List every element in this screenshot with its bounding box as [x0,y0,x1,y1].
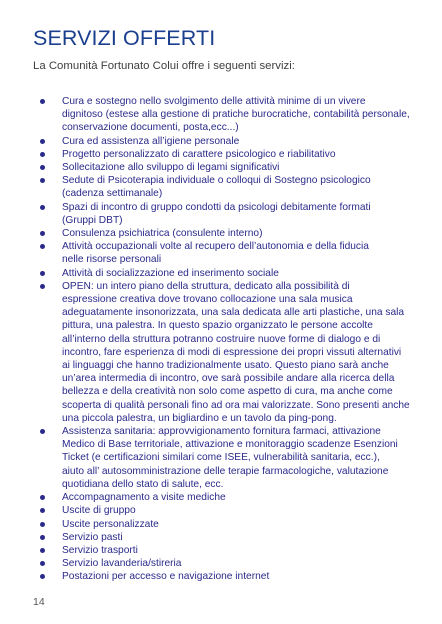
service-text-line: adeguatamente insonorizzata, una sala dedicata alle arti plastiche, una sala [62,307,405,319]
service-text-line: Accompagnamento a visite mediche [62,492,226,504]
service-text-line: quotidiana dello stato di salute, ecc. [62,478,224,490]
bullet-icon [40,178,45,183]
bullet-icon [40,165,45,170]
service-text-line: (Gruppi DBT) [62,214,123,226]
bullet-icon [40,561,45,566]
service-text-line: scoperta di qualità personali fino ad ora mai valorizzate. Sono presenti anche [62,399,410,411]
service-list-item [0,570,410,583]
bullet-icon [40,244,45,249]
service-text-line: Servizio pasti [62,531,123,543]
service-text-line: bellezza e della creatività non solo come aspetto di cura, ma anche come [62,386,393,398]
service-text-line: Attività occupazionali volte al recupero dell’autonomia e della fiducia [62,241,369,253]
service-list-item [0,148,410,161]
bullet-icon [40,205,45,210]
service-list-item [0,161,410,174]
service-text-line: Uscite personalizzate [62,518,159,530]
service-text-line: un’area intermedia di incontro, ove sarà possibile andare alla ricerca della [62,373,395,385]
service-text-line: Cura e sostegno nello svolgimento delle attività minime di un vivere [62,96,366,107]
bullet-icon [40,152,45,157]
bullet-icon [40,495,45,500]
service-list-item [0,557,410,570]
service-text-line: Sedute di Psicoterapia individuale o colloqui di Sostegno psicologico [62,175,371,187]
service-list-item [0,425,410,491]
page-title: SERVIZI OFFERTI [33,26,216,50]
bullet-icon [40,574,45,579]
service-list-item [0,135,410,148]
service-list-item [0,491,410,504]
service-text-line: dignitoso (estese alla gestione di pratiche burocratiche, contabilità personale, [62,109,410,121]
service-text-line: OPEN: un intero piano della struttura, dedicato alla possibilità di [62,280,350,292]
service-list-item [0,544,410,557]
service-text-line: espressione creativa dove trovano collocazione una sala musica [62,294,353,306]
bullet-icon [40,271,45,276]
bullet-icon [40,548,45,553]
service-list-item [0,504,410,517]
service-text-line: Sollecitazione allo sviluppo di legami significativi [62,162,280,174]
bullet-icon [40,429,45,434]
service-text-line: Uscite di gruppo [62,505,136,517]
service-text-line: Postazioni per accesso e navigazione internet [62,571,270,583]
service-text-line: pittura, una palestra. In questo spazio organizzato le persone accolte [62,320,373,332]
service-list-item [0,531,410,544]
bullet-icon [40,99,45,104]
service-text-line: una piccola palestra, un bigliardino e un tavolo da ping-pong. [62,412,337,424]
service-text-line: Assistenza sanitaria: approvvigionamento fornitura farmaci, attivazione [62,426,381,438]
service-text-line: Medico di Base territoriale, attivazione e monitoraggio scadenze Esenzioni [62,439,398,451]
service-text-line: incontro, fare esperienza di modi di espressione dei propri vissuti alternativi [62,346,402,358]
service-list-item [0,95,410,135]
bullet-icon [40,535,45,540]
service-list-item [0,280,410,425]
bullet-icon [40,231,45,236]
service-list-item [0,240,410,266]
service-text-line: Progetto personalizzato di carattere psicologico e riabilitativo [62,148,336,160]
bullet-icon [40,284,45,289]
service-list-item [0,267,410,280]
service-text-line: Cura ed assistenza all’igiene personale [62,135,240,147]
service-list-item [0,174,410,200]
services-list [0,95,410,584]
intro-text: La Comunità Fortunato Colui offre i seguenti servizi: [33,60,295,72]
service-text-line: Servizio lavanderia/stireria [62,558,182,570]
service-list-item [0,201,410,227]
service-text-line: (cadenza settimanale) [62,188,163,200]
page-number: 14 [33,596,45,608]
service-text-line: Spazi di incontro di gruppo condotti da psicologi debitamente formati [62,201,371,213]
service-text-line: all’interno della struttura potranno costruire nuove forme di dialogo e di [62,333,381,345]
service-text-line: Consulenza psichiatrica (consulente interno) [62,228,263,240]
bullet-icon [40,508,45,513]
service-text-line: conservazione documenti, posta,ecc...) [62,122,239,134]
service-text-line: aiuto all’ autosomministrazione delle terapie farmacologiche, valutazione [62,465,389,477]
service-text-line: Attività di socializzazione ed inserimento sociale [62,267,279,279]
service-text-line: Ticket (e certificazioni similari come ISEE, vulnerabilità sanitaria, ecc.), [62,452,380,464]
service-text-line: Servizio trasporti [62,544,138,556]
bullet-icon [40,522,45,527]
service-text-line: ai linguaggi che hanno tradizionalmente usato. Questo piano sarà anche [62,360,389,372]
bullet-icon [40,139,45,144]
service-list-item [0,518,410,531]
service-list-item [0,227,410,240]
service-text-line: nelle risorse personali [62,254,162,266]
